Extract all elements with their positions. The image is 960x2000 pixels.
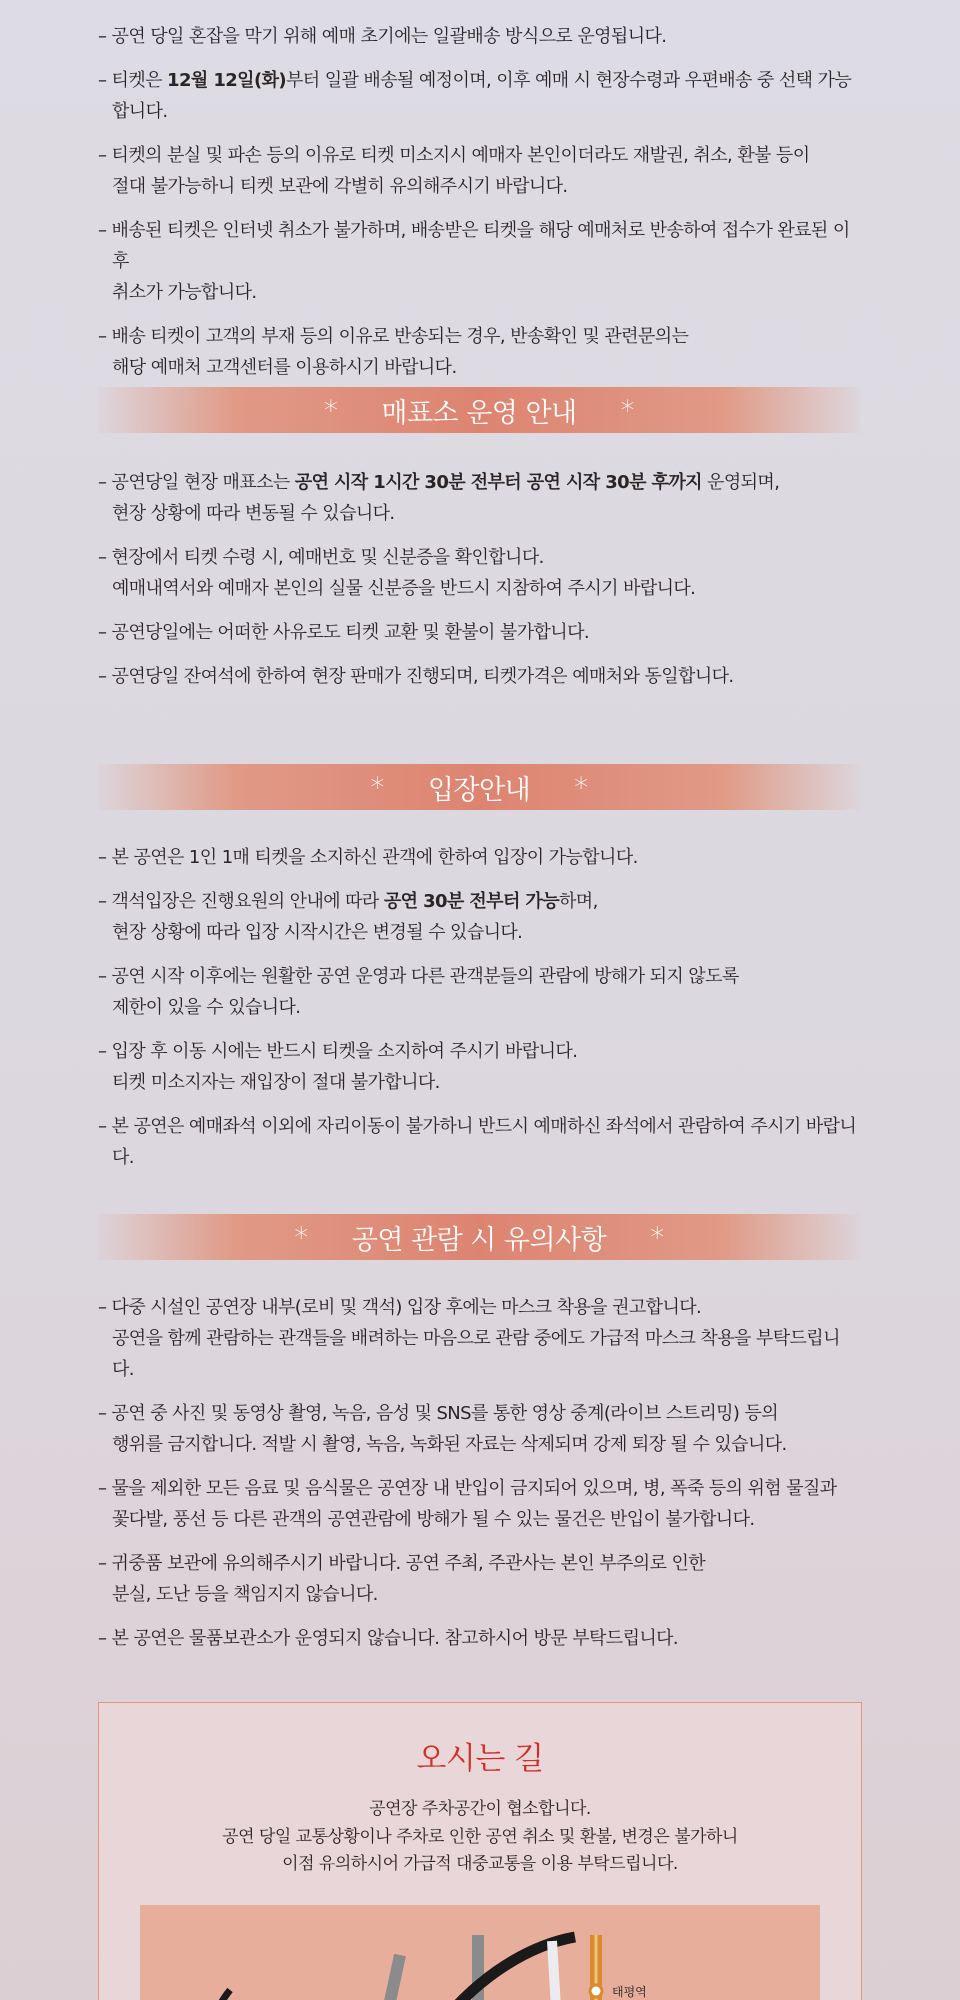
item-text-line2: 꽃다발, 풍선 등 다른 관객의 공연관람에 방해가 될 수 있는 물건은 반입이 불가합니다. bbox=[112, 1509, 755, 1530]
list-item bbox=[98, 542, 860, 604]
admission-list bbox=[98, 842, 860, 1186]
asterisk-icon: * bbox=[294, 1220, 308, 1254]
item-text-line2: 행위를 금지합니다. 적발 시 촬영, 녹음, 녹화된 자료는 삭제되며 강제 퇴장 될 수 있습니다. bbox=[112, 1434, 787, 1455]
dash-marker: – bbox=[98, 1478, 112, 1499]
item-text-line2: 현장 상황에 따라 입장 시작시간은 변경될 수 있습니다. bbox=[112, 922, 523, 943]
list-item bbox=[98, 321, 860, 383]
list-item bbox=[98, 842, 860, 873]
item-text: 본 공연은 물품보관소가 운영되지 않습니다. 참고하시어 방문 부탁드립니다. bbox=[111, 1628, 679, 1649]
asterisk-icon: * bbox=[620, 393, 635, 427]
item-text: 공연당일 잔여석에 한하여 현장 판매가 진행되며, 티켓가격은 예매처와 동일합니다. bbox=[111, 666, 734, 687]
dash-marker: – bbox=[98, 26, 112, 47]
item-text-line2: 현장 상황에 따라 변동될 수 있습니다. bbox=[112, 503, 395, 524]
asterisk-icon: * bbox=[574, 770, 588, 804]
item-text-line2: 티켓 미소지자는 재입장이 절대 불가합니다. bbox=[112, 1072, 440, 1093]
dash-marker: – bbox=[98, 1553, 112, 1574]
dash-marker: – bbox=[98, 891, 112, 912]
list-item bbox=[98, 467, 860, 529]
item-text-line2: 공연을 함께 관람하는 관객들을 배려하는 마음으로 관람 중에도 가급적 마스크 착용을 부탁드립니다. bbox=[112, 1328, 840, 1380]
directions-title: 오시는 길 bbox=[416, 1741, 544, 1777]
item-text: 공연 시작 이후에는 원활한 공연 운영과 다른 관객분들의 관람에 방해가 되지 않도록 bbox=[111, 966, 739, 987]
map-road bbox=[385, 1955, 400, 2000]
item-text: 다중 시설인 공연장 내부(로비 및 객석) 입장 후에는 마스크 착용을 권고합니다. bbox=[111, 1297, 702, 1318]
list-item bbox=[98, 215, 860, 308]
asterisk-icon: * bbox=[323, 393, 338, 427]
list-item bbox=[98, 1623, 860, 1654]
list-item bbox=[98, 961, 860, 1023]
item-text: 티켓의 분실 및 파손 등의 이유로 티켓 미소지시 예매자 본인이더라도 재발권, 취소, 환불 등이 bbox=[111, 145, 810, 166]
item-text: 현장에서 티켓 수령 시, 예매번호 및 신분증을 확인합니다. bbox=[111, 547, 544, 568]
dash-marker: – bbox=[98, 472, 112, 493]
item-text-line2: 제한이 있을 수 있습니다. bbox=[112, 997, 301, 1018]
list-item bbox=[98, 1036, 860, 1098]
item-text: 물을 제외한 모든 음료 및 음식물은 공연장 내 반입이 금지되어 있으며, 병, 폭죽 등의 위험 물질과 bbox=[111, 1478, 837, 1499]
section-header-viewing-rules bbox=[98, 1214, 860, 1260]
station-marker-icon bbox=[590, 1985, 602, 1997]
dash-marker: – bbox=[98, 847, 112, 868]
section-title: 공연 관람 시 유의사항 bbox=[351, 1224, 607, 1256]
item-text: 배송 티켓이 고객의 부재 등의 이유로 반송되는 경우, 반송확인 및 관련문의는 bbox=[111, 326, 689, 347]
directions-text bbox=[99, 1796, 861, 1879]
dash-marker: – bbox=[98, 1628, 112, 1649]
delivery-notice-list bbox=[98, 21, 860, 396]
list-item bbox=[98, 1111, 860, 1173]
list-item bbox=[98, 140, 860, 202]
viewing-rules-list bbox=[98, 1292, 860, 1667]
dash-marker: – bbox=[98, 1116, 112, 1137]
dash-marker: – bbox=[98, 966, 112, 987]
item-text: 입장 후 이동 시에는 반드시 티켓을 소지하여 주시기 바랍니다. bbox=[111, 1041, 578, 1062]
item-highlight: 12월 12일(화) bbox=[167, 70, 287, 91]
map-road bbox=[552, 1941, 557, 2000]
item-text-line2: 취소가 가능합니다. bbox=[112, 282, 257, 303]
item-text-line2: 예매내역서와 예매자 본인의 실물 신분증을 반드시 지참하여 주시기 바랍니다. bbox=[112, 578, 696, 599]
list-item bbox=[98, 617, 860, 648]
item-text-line2: 분실, 도난 등을 책임지지 않습니다. bbox=[112, 1584, 378, 1605]
section-header-box-office bbox=[98, 387, 860, 433]
dash-marker: – bbox=[98, 145, 112, 166]
dash-marker: – bbox=[98, 622, 112, 643]
item-text: 객석입장은 진행요원의 안내에 따라 bbox=[111, 891, 384, 912]
item-text: 공연당일 현장 매표소는 bbox=[111, 472, 295, 493]
dash-marker: – bbox=[98, 1297, 112, 1318]
dash-marker: – bbox=[98, 220, 112, 241]
item-text-line2: 해당 예매처 고객센터를 이용하시기 바랍니다. bbox=[112, 357, 457, 378]
item-text: 귀중품 보관에 유의해주시기 바랍니다. 공연 주최, 주관사는 본인 부주의로 인한 bbox=[111, 1553, 706, 1574]
dash-marker: – bbox=[98, 70, 112, 91]
map-graphic bbox=[140, 1905, 820, 2000]
dash-marker: – bbox=[98, 1403, 112, 1424]
item-text: 공연 중 사진 및 동영상 촬영, 녹음, 음성 및 SNS를 통한 영상 중계(라이브 스트리밍) 등의 bbox=[111, 1403, 779, 1424]
asterisk-icon: * bbox=[650, 1220, 664, 1254]
item-text: 하며, bbox=[559, 891, 598, 912]
item-text: 배송된 티켓은 인터넷 취소가 불가하며, 배송받은 티켓을 해당 예매처로 반송하여 접수가 완료된 이후 bbox=[111, 220, 850, 272]
item-text: 공연 당일 혼잡을 막기 위해 예매 초기에는 일괄배송 방식으로 운영됩니다. bbox=[111, 26, 667, 47]
station-label: 태평역 bbox=[612, 1985, 647, 1999]
directions-line: 공연 당일 교통상황이나 주차로 인한 공연 취소 및 환불, 변경은 불가하니 bbox=[222, 1826, 738, 1847]
list-item bbox=[98, 1292, 860, 1385]
directions-box bbox=[98, 1702, 862, 2000]
list-item bbox=[98, 886, 860, 948]
box-office-list bbox=[98, 467, 860, 705]
item-text: 본 공연은 예매좌석 이외에 자리이동이 불가하니 반드시 예매하신 좌석에서 관람하여 주시기 바랍니다. bbox=[111, 1116, 857, 1168]
dash-marker: – bbox=[98, 547, 112, 568]
item-text: 운영되며, bbox=[701, 472, 780, 493]
list-item bbox=[98, 1398, 860, 1460]
dash-marker: – bbox=[98, 1041, 112, 1062]
item-text: 부터 일괄 배송될 예정이며, 이후 예매 시 현장수령과 우편배송 중 선택 가능합니다. bbox=[112, 70, 852, 122]
dash-marker: – bbox=[98, 666, 112, 687]
list-item bbox=[98, 1548, 860, 1610]
directions-line: 공연장 주차공간이 협소합니다. bbox=[369, 1799, 591, 1819]
map-road bbox=[212, 1990, 230, 2000]
dash-marker: – bbox=[98, 326, 112, 347]
section-header-admission bbox=[98, 764, 860, 810]
item-text: 티켓은 bbox=[111, 70, 168, 91]
item-highlight: 공연 시작 1시간 30분 전부터 공연 시작 30분 후까지 bbox=[294, 472, 702, 493]
item-text: 본 공연은 1인 1매 티켓을 소지하신 관객에 한하여 입장이 가능합니다. bbox=[111, 847, 638, 868]
directions-line: 이점 유의하시어 가급적 대중교통을 이용 부탁드립니다. bbox=[282, 1854, 678, 1874]
section-title: 매표소 운영 안내 bbox=[381, 397, 577, 429]
list-item bbox=[98, 21, 860, 52]
item-highlight: 공연 30분 전부터 가능 bbox=[383, 891, 559, 912]
asterisk-icon: * bbox=[370, 770, 384, 804]
location-map[interactable] bbox=[140, 1905, 820, 2000]
item-text-line2: 절대 불가능하니 티켓 보관에 각별히 유의해주시기 바랍니다. bbox=[112, 176, 568, 197]
list-item bbox=[98, 661, 860, 692]
list-item bbox=[98, 1473, 860, 1535]
section-title: 입장안내 bbox=[427, 774, 531, 806]
item-text: 공연당일에는 어떠한 사유로도 티켓 교환 및 환불이 불가합니다. bbox=[111, 622, 589, 643]
list-item bbox=[98, 65, 860, 127]
